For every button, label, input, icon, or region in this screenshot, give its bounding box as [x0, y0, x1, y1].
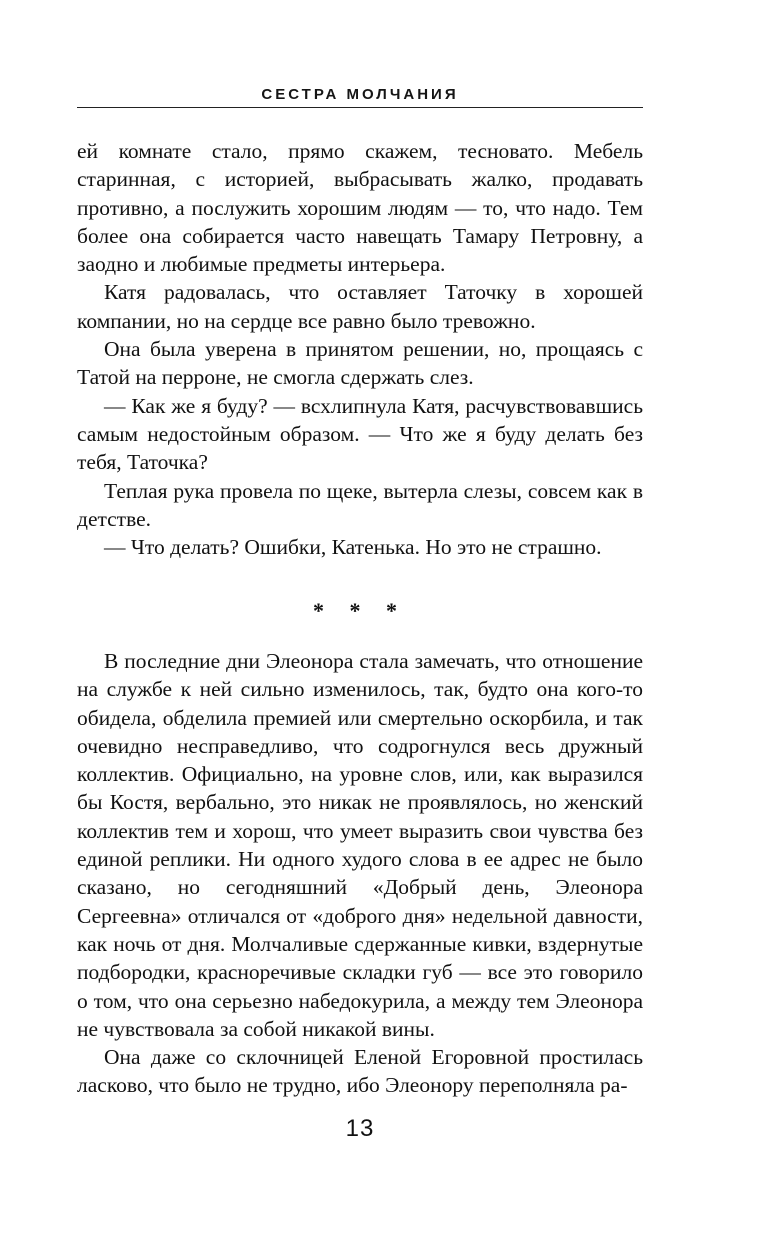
- header-rule: [77, 107, 643, 108]
- paragraph: Она была уверена в принятом решении, но, прощаясь с Татой на перроне, не смогла сдержать слез.: [77, 337, 643, 390]
- page-number: 13: [345, 1115, 375, 1142]
- paragraph: — Как же я буду? — всхлипнула Катя, расчувствовавшись самым недостойным образом. — Что же я буду делать без тебя, Таточка?: [77, 393, 643, 475]
- text-section-2: [77, 647, 643, 1100]
- text-section-1: [77, 137, 643, 561]
- paragraph: В последние дни Элеонора стала замечать, что отношение на службе к ней сильно изменилось, так, будто она кого-то обидела, обделила премией или смертельно оскорбила, и так очевидно несправедливо, что содрогнулся весь дружный коллектив. Официально, на уровне слов, или, как выразился бы Костя, вербально, это никак не проявлялось, но женский коллектив тем и хорош, что умеет выразить свои чувства без единой реплики. Ни одного худого слова в ее адрес не было сказано, но сегодняшний «Добрый день, Элеонора Сергеевна» отличался от «доброго дня» недельной давности, как ночь от дня. Молчаливые сдержанные кивки, вздернутые подбородки, красноречивые складки губ — все это говорило о том, что она серьезно набедокурила, а между тем Элеонора не чувствовала за собой никакой вины.: [77, 649, 643, 1041]
- paragraph: — Что делать? Ошибки, Катенька. Но это не страшно.: [104, 535, 602, 560]
- section-separator: * * *: [313, 598, 407, 623]
- running-title: СЕСТРА МОЛЧАНИЯ: [261, 86, 459, 103]
- paragraph: Она даже со склочницей Еленой Егоровной простилась ласково, что было не трудно, ибо Элеонору переполняла ра-: [77, 1045, 643, 1098]
- paragraph: Катя радовалась, что оставляет Таточку в хорошей компании, но на сердце все равно было тревожно.: [77, 280, 643, 333]
- paragraph: ей комнате стало, прямо скажем, тесновато. Мебель старинная, с историей, выбрасывать жалко, продавать противно, а послужить хорошим людям — то, что надо. Тем более она собирается часто навещать Тамару Петровну, а заодно и любимые предметы интерьера.: [77, 139, 643, 277]
- paragraph: Теплая рука провела по щеке, вытерла слезы, совсем как в детстве.: [77, 478, 643, 531]
